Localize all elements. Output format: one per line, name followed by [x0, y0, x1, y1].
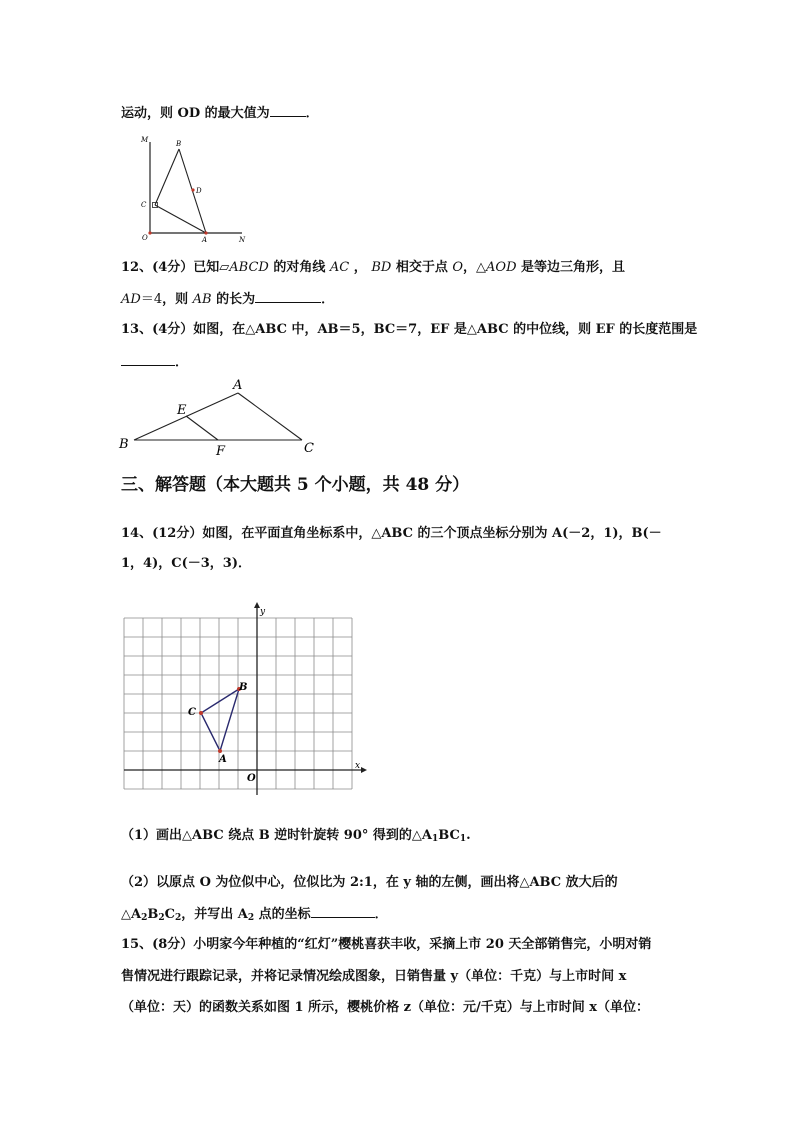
q15-line3: （单位：天）的函数关系如图 1 所示，樱桃价格 z（单位：元/千克）与上市时间 x（单位： — [121, 1000, 650, 1015]
q12-line2: AD＝4，则 AB 的长为 ． — [121, 292, 335, 307]
q15-line1: 15、(8分）小明家今年种植的“红灯”樱桃喜获丰收，采摘上市 20 天全部销售完，小明对销 — [121, 937, 652, 952]
label-f: F — [216, 444, 226, 458]
label-d: D — [196, 187, 202, 195]
q14-part2-line1: （2）以原点 O 为位似中心，位似比为 2:1，在 y 轴的左侧，画出将△ABC 放大后的 — [121, 875, 618, 890]
label-a: A — [233, 378, 243, 393]
q15-line2: 售情况进行跟踪记录，并将记录情况绘成图象，日销售量 y（单位：千克）与上市时间 x — [121, 969, 627, 984]
label-b: B — [239, 682, 248, 693]
q13-line2: ． — [121, 353, 188, 372]
grid-lines — [124, 618, 352, 789]
triangle-abc — [201, 689, 239, 751]
label-c: C — [304, 441, 314, 456]
x-axis-arrow-icon — [361, 767, 367, 773]
label-b: B — [119, 437, 129, 452]
label-x: x — [355, 761, 361, 771]
point-d — [191, 188, 194, 191]
label-a: A — [219, 754, 227, 765]
label-b: B — [176, 140, 182, 148]
answer-blank[interactable] — [255, 290, 321, 303]
label-n: N — [239, 236, 246, 244]
answer-blank[interactable] — [121, 353, 175, 366]
section-heading: 三、解答题（本大题共 5 个小题，共 48 分） — [121, 475, 470, 495]
figure-angle-triangle — [138, 132, 250, 246]
label-m: M — [141, 136, 149, 144]
coordinate-grid-figure — [118, 600, 368, 800]
label-o: O — [247, 773, 256, 784]
point-o — [148, 231, 151, 234]
q14-line2: 1，4)，C(－3，3)． — [121, 556, 251, 571]
q14-part2-line2: $\triangle A_2B_2C_2$，并写出 $A_2$ 点的坐标 ． — [121, 907, 388, 923]
q14-line1: 14、(12分）如图，在平面直角坐标系中，△ABC 的三个顶点坐标分别为 A(－2，1)，B(－ — [121, 526, 662, 541]
label-c: C — [188, 707, 196, 718]
label-e: E — [177, 403, 187, 418]
answer-blank[interactable] — [311, 905, 375, 918]
point-a — [204, 231, 207, 234]
label-c: C — [141, 201, 147, 209]
q13-line1: 13、(4分）如图，在△ABC 中，AB＝5，BC＝7，EF 是△ABC 的中位线，则 EF 的长度范围是 — [121, 322, 698, 337]
label-o: O — [142, 234, 148, 242]
label-y: y — [260, 607, 266, 617]
q14-part1: （1）画出△ABC 绕点 B 逆时针旋转 90° 得到的$\triangle A_1BC_1$. — [121, 828, 471, 844]
figure-triangle-midline — [114, 376, 324, 458]
label-a: A — [202, 236, 208, 244]
point-c — [199, 711, 203, 715]
point-a — [218, 749, 222, 753]
answer-blank[interactable] — [270, 104, 306, 117]
q12-line1: 12、(4分）已知▱ABCD 的对角线 AC ， BD 相交于点 O，△AOD 是等边三角形，且 — [121, 260, 626, 275]
q11-continuation: 运动，则 OD 的最大值为 ． — [121, 106, 319, 121]
